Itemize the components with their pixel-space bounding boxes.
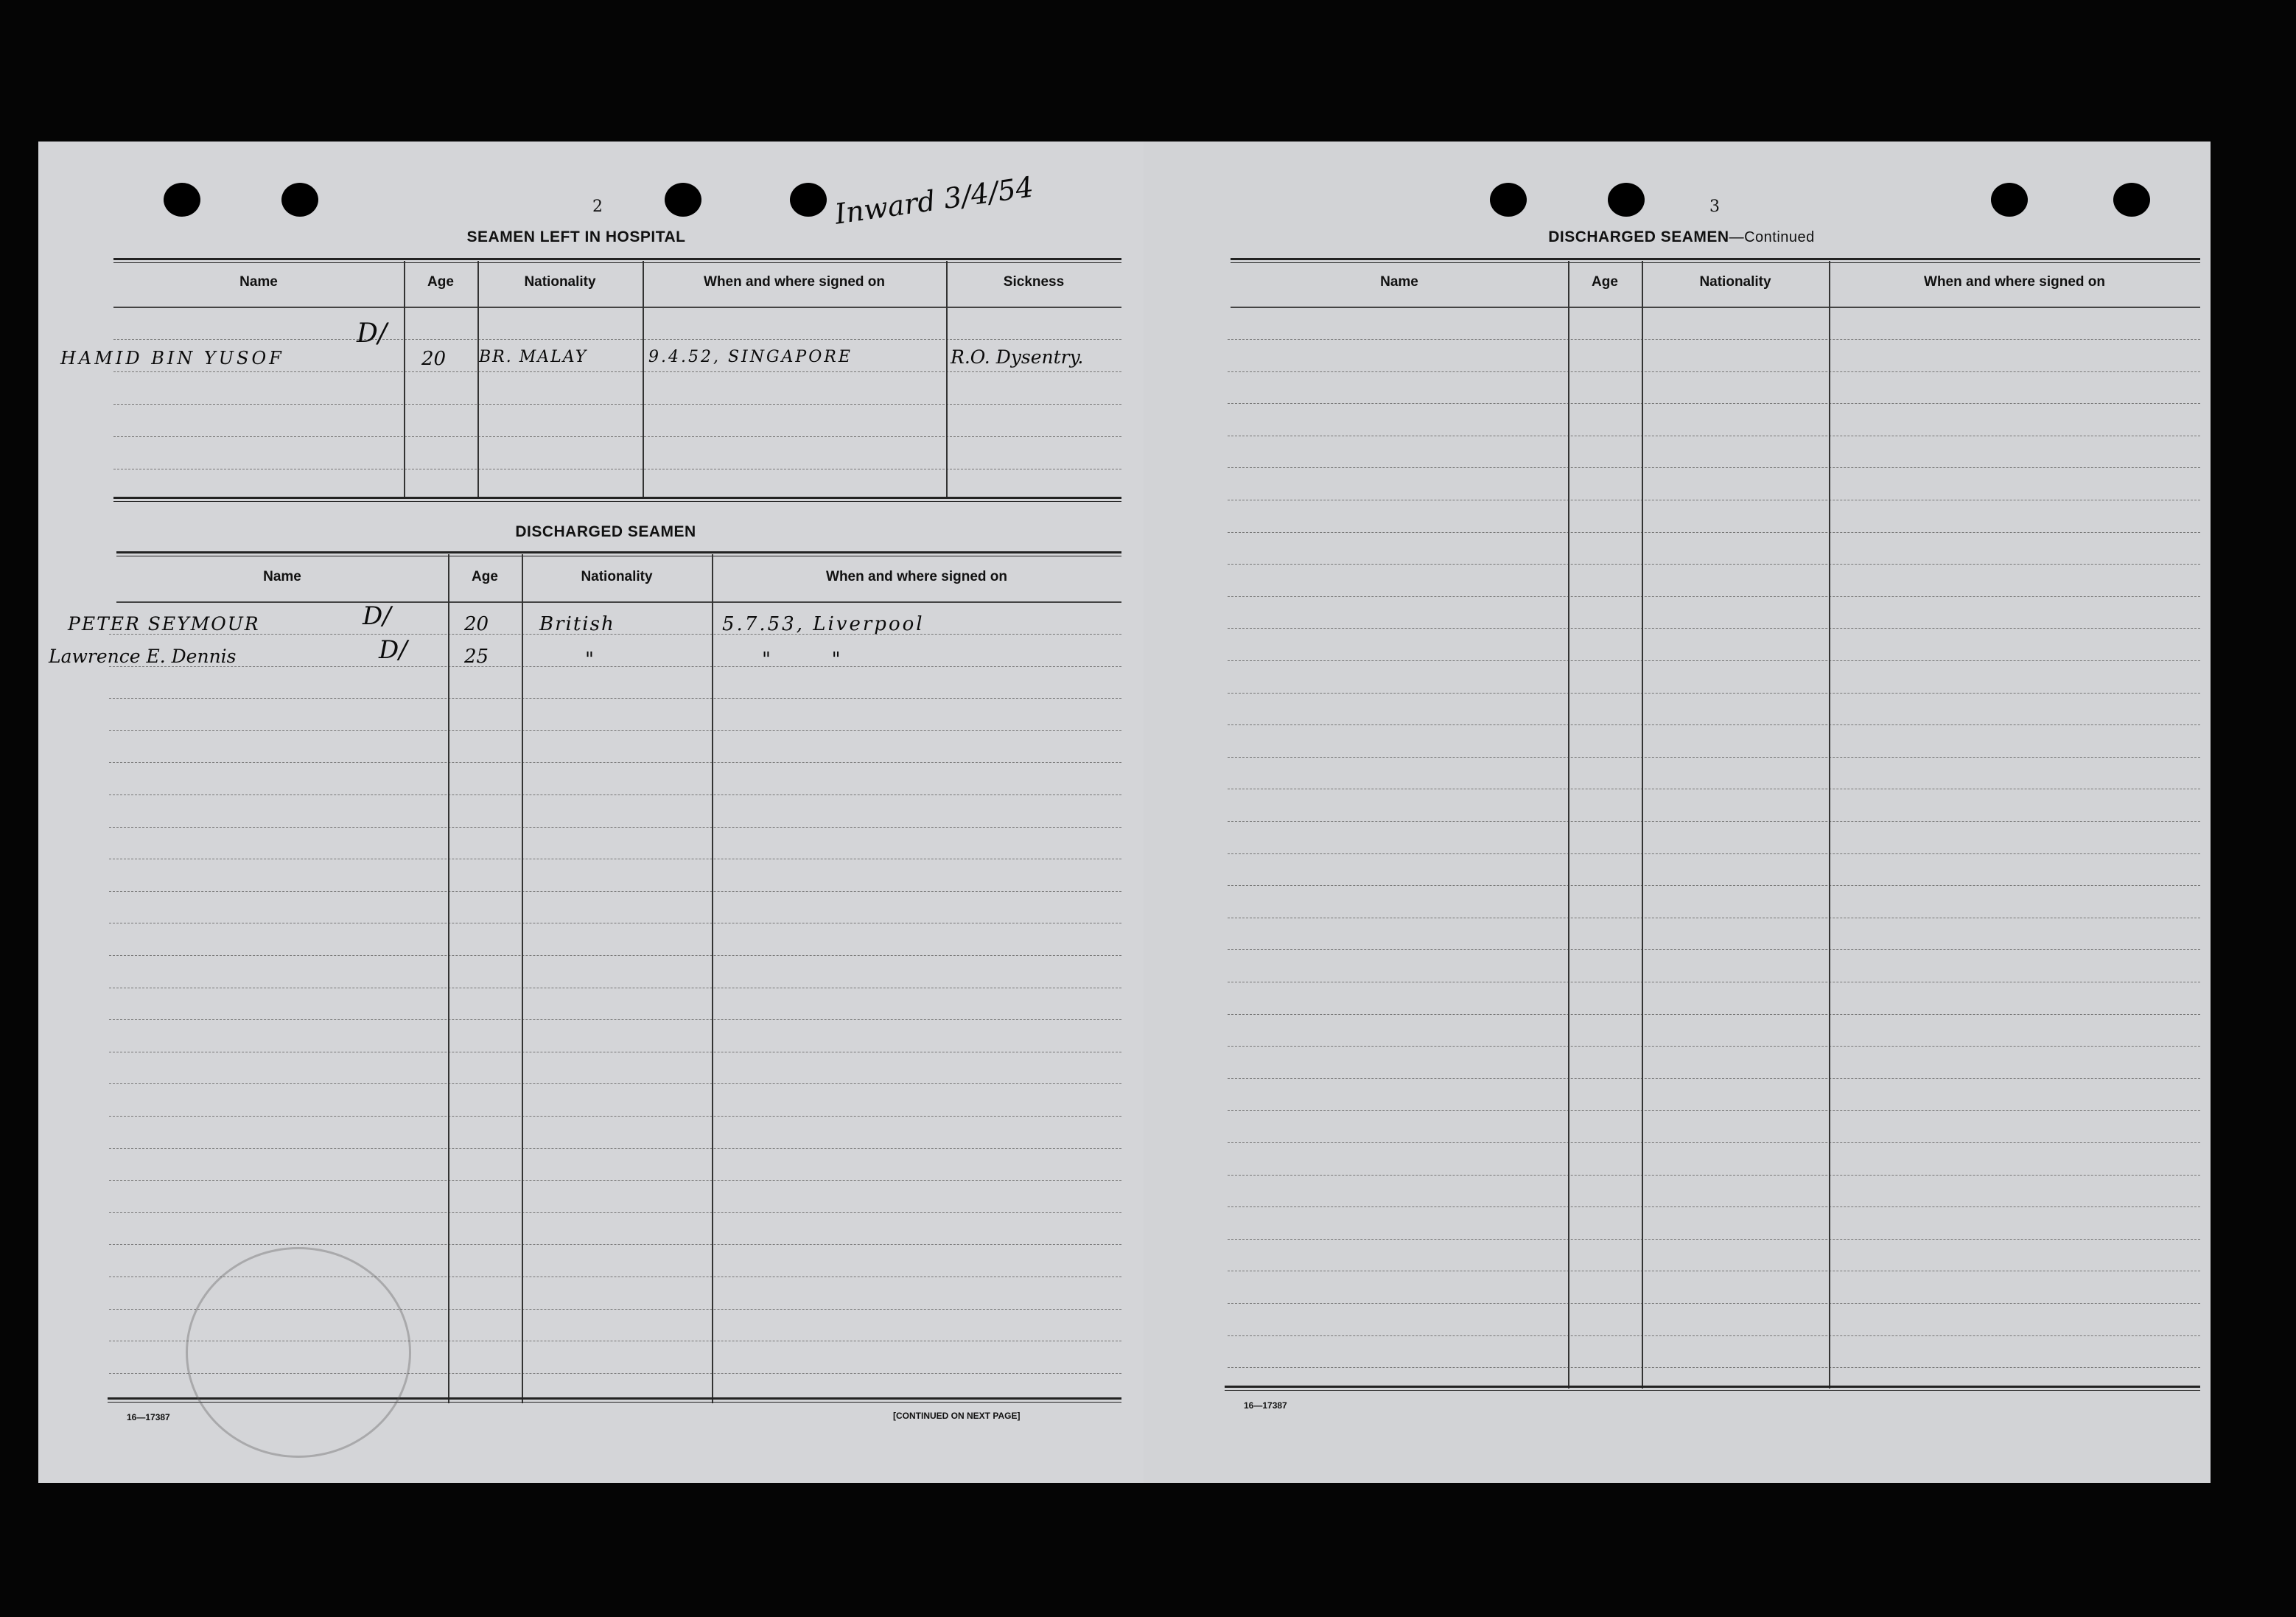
row-rule [1228,949,2200,950]
hospital-name: HAMID BIN YUSOF [60,348,284,369]
column-header-age: Age [472,569,498,584]
discharged-name: Lawrence E. Dennis [49,646,237,667]
discharged-continued-title [1512,228,1851,246]
hospital-section-title: SEAMEN LEFT IN HOSPITAL [466,228,686,245]
row-rule [109,730,1121,731]
double-rule [1231,258,2200,263]
column-header-nationality: Nationality [581,569,653,584]
header-rule [1231,307,2200,308]
punch-hole [1608,183,1645,217]
row-rule [109,1116,1121,1117]
row-rule [1228,757,2200,758]
row-rule [1228,467,2200,468]
punch-hole [281,183,318,217]
row-rule [109,891,1121,892]
row-rule [1228,596,2200,597]
left-page [38,142,1144,1483]
row-rule [1228,532,2200,533]
column-divider [1829,261,1830,1389]
column-divider [946,261,948,497]
hospital-age: 20 [421,348,447,370]
row-rule [109,794,1121,795]
row-rule [109,762,1121,763]
row-rule [109,827,1121,828]
discharged-age: 25 [464,646,489,668]
header-annotation: Inward 3/4/54 [833,170,1036,231]
discharged-name: PETER SEYMOUR [68,613,260,635]
column-header-nationality: Nationality [1699,274,1771,290]
row-rule [1228,1367,2200,1368]
row-rule [109,1180,1121,1181]
row-rule [1228,1303,2200,1304]
ink-stamp [186,1247,411,1458]
punch-hole [1991,183,2028,217]
column-divider [1568,261,1569,1389]
column-divider [522,554,523,1403]
row-rule [109,955,1121,956]
row-rule [1228,724,2200,725]
punch-hole [164,183,200,217]
row-rule [1228,853,2200,854]
row-rule [109,1212,1121,1213]
column-header-name: Name [1380,274,1418,290]
hospital-nationality: BR. MALAY [479,348,588,366]
row-rule [109,1019,1121,1020]
title-suffix: —Continued [1729,229,1815,245]
hospital-signed-on: 9.4.52, SINGAPORE [648,348,853,366]
column-divider [643,261,644,497]
row-rule [1228,1206,2200,1207]
row-rule [1228,1014,2200,1015]
header-rule [116,601,1121,603]
row-rule [113,436,1121,437]
right-page [1144,142,2211,1483]
row-rule [109,1083,1121,1084]
punch-hole [2113,183,2150,217]
column-header-age: Age [1592,274,1618,290]
column-header-nationality: Nationality [524,274,596,290]
row-rule [1228,1046,2200,1047]
discharged-signed-on: " " [762,649,841,671]
discharged-mark: D/ [363,601,391,631]
discharged-section-title: DISCHARGED SEAMEN [515,523,696,540]
punch-hole [1490,183,1527,217]
discharged-mark: D/ [379,635,407,665]
row-rule [113,339,1121,340]
punch-hole [790,183,827,217]
row-rule [113,404,1121,405]
footer-form-number: 16—17387 [1244,1400,1287,1411]
title-text: DISCHARGED SEAMEN [1548,228,1729,245]
row-rule [1228,1175,2200,1176]
row-rule [109,698,1121,699]
row-rule [1228,1142,2200,1143]
row-rule [1228,660,2200,661]
row-rule [109,1244,1121,1245]
row-rule [1228,628,2200,629]
footer-continued: [CONTINUED ON NEXT PAGE] [893,1411,1021,1421]
row-rule [1228,821,2200,822]
punch-hole [665,183,701,217]
row-rule [109,666,1121,667]
row-rule [1228,693,2200,694]
discharged-age: 20 [464,613,489,635]
page-number: 2 [592,198,603,216]
column-header-signed-on: When and where signed on [826,569,1007,584]
discharged-signed-on: 5.7.53, Liverpool [722,613,925,635]
double-rule [113,258,1121,263]
row-rule [1228,1078,2200,1079]
row-rule [109,634,1121,635]
double-rule [116,551,1121,556]
hospital-sickness: R.O. Dysentry. [951,346,1084,368]
column-header-name: Name [239,274,278,290]
column-header-name: Name [263,569,301,584]
discharged-nationality: " [585,649,594,671]
hospital-mark: D/ [357,318,387,349]
column-header-signed-on: When and where signed on [704,274,885,290]
double-rule [1225,1386,2200,1391]
row-rule [1228,1335,2200,1336]
footer-form-number: 16—17387 [127,1412,170,1422]
column-header-signed-on: When and where signed on [1924,274,2105,290]
double-rule [113,497,1121,502]
discharged-nationality: British [539,613,615,635]
row-rule [1228,885,2200,886]
row-rule [1228,1239,2200,1240]
column-divider [448,554,449,1403]
column-divider [712,554,713,1403]
row-rule [1228,1110,2200,1111]
column-divider [477,261,479,497]
column-header-age: Age [427,274,454,290]
page-number: 3 [1709,198,1720,216]
row-rule [109,1148,1121,1149]
header-rule [113,307,1121,308]
row-rule [1228,403,2200,404]
column-divider [404,261,405,497]
column-header-sickness: Sickness [1003,274,1065,290]
row-rule [113,371,1121,372]
row-rule [1228,371,2200,372]
row-rule [1228,564,2200,565]
column-divider [1642,261,1643,1389]
row-rule [1228,339,2200,340]
